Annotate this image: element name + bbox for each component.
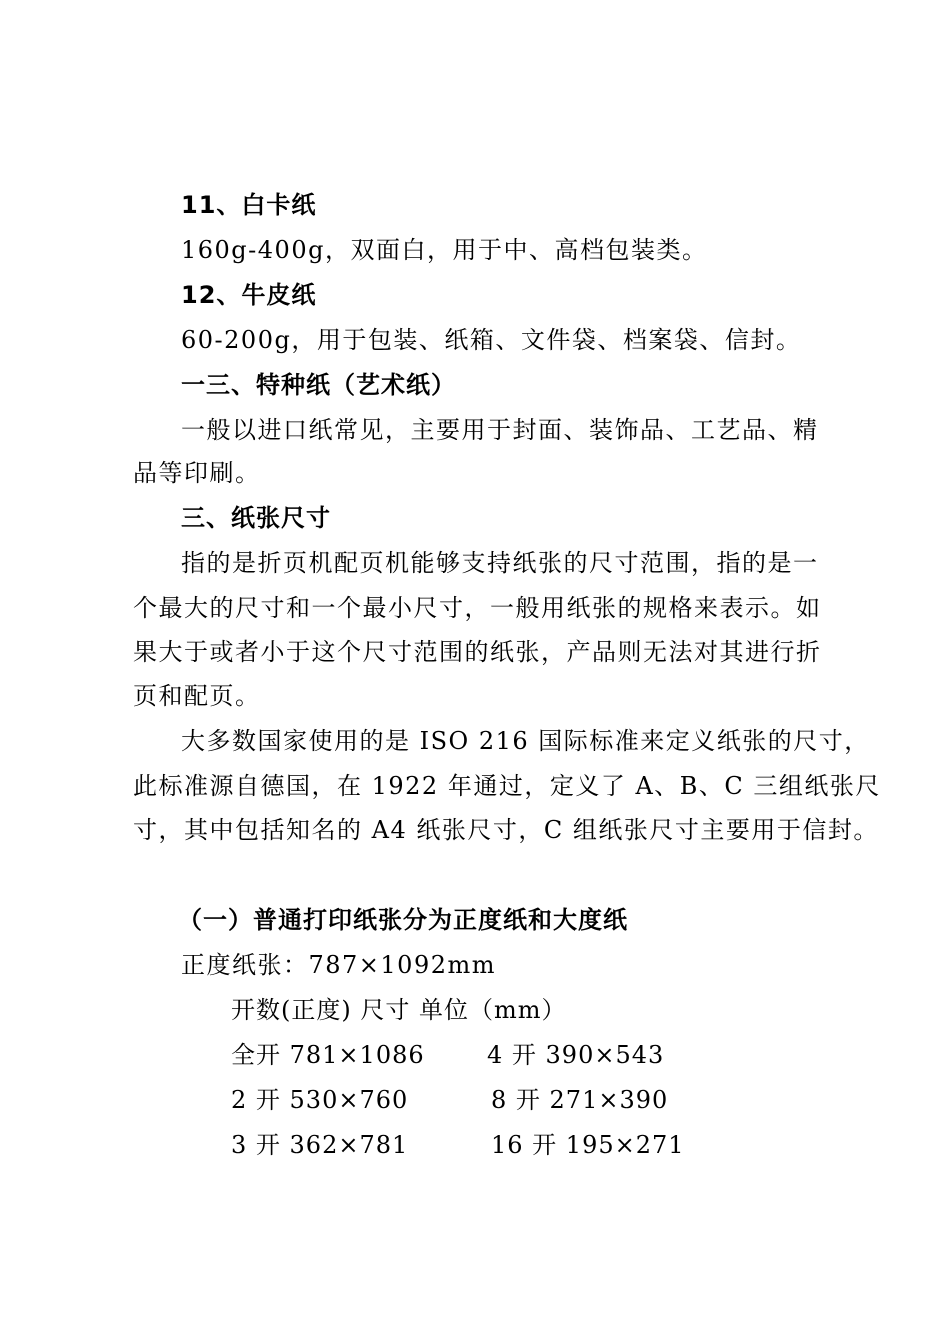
section-3-paragraph-2-line-3: 寸，其中包括知名的 A4 纸张尺寸，C 组纸张尺寸主要用于信封。 (133, 816, 879, 844)
table-row: 16 开 195×271 (491, 1131, 685, 1159)
section-3-paragraph-2-line-1: 大多数国家使用的是 ISO 216 国际标准来定义纸张的尺寸， (181, 727, 870, 755)
section-11-body: 160g-400g，双面白，用于中、高档包装类。 (181, 236, 708, 264)
table-row: 4 开 390×543 (487, 1041, 665, 1069)
section-3-paragraph-1-line-3: 果大于或者小于这个尺寸范围的纸张，产品则无法对其进行折 (133, 638, 822, 666)
section-3-paragraph-1-line-1: 指的是折页机配页机能够支持纸张的尺寸范围，指的是一 (181, 549, 819, 577)
subsection-heading: （一）普通打印纸张分为正度纸和大度纸 (178, 906, 628, 934)
size-table-header: 开数(正度) 尺寸 单位（mm） (231, 996, 567, 1024)
section-11-heading: 11、白卡纸 (181, 191, 317, 219)
table-row: 2 开 530×760 (231, 1086, 409, 1114)
table-row: 全开 781×1086 (231, 1041, 425, 1069)
section-3-paragraph-1-line-4: 页和配页。 (133, 682, 261, 710)
section-13-heading: 一三、特种纸（艺术纸） (181, 371, 456, 399)
section-3-paragraph-1-line-2: 个最大的尺寸和一个最小尺寸，一般用纸张的规格来表示。如 (133, 594, 822, 622)
section-13-body-line-1: 一般以进口纸常见，主要用于封面、装饰品、工艺品、精 (181, 416, 819, 444)
section-3-heading: 三、纸张尺寸 (181, 504, 331, 532)
section-13-body-line-2: 品等印刷。 (133, 459, 261, 487)
section-3-paragraph-2-line-2: 此标准源自德国，在 1922 年通过，定义了 A、B、C 三组纸张尺 (133, 772, 881, 800)
table-row: 3 开 362×781 (231, 1131, 409, 1159)
table-row: 8 开 271×390 (491, 1086, 669, 1114)
paper-size-label: 正度纸张：787×1092mm (181, 951, 497, 979)
section-12-heading: 12、牛皮纸 (181, 281, 317, 309)
section-12-body: 60-200g，用于包装、纸箱、文件袋、档案袋、信封。 (181, 326, 802, 354)
